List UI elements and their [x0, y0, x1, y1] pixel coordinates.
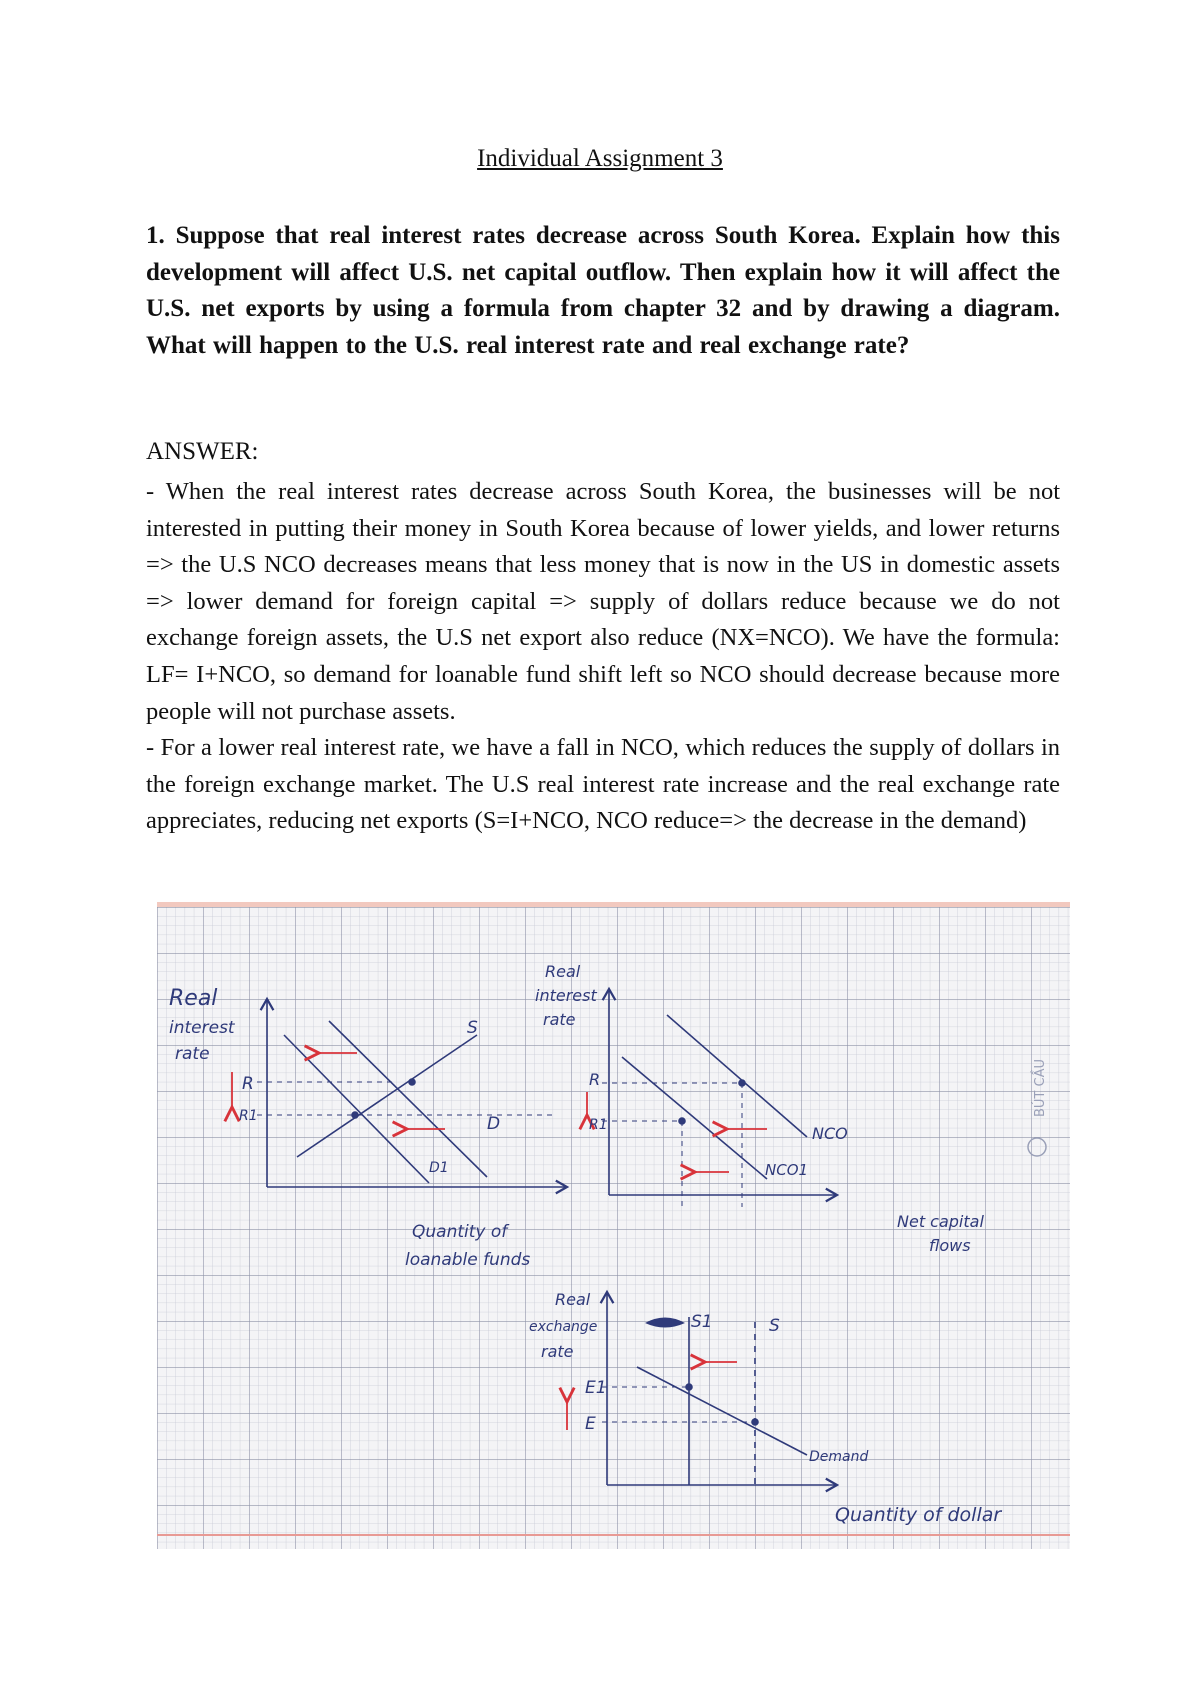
handdrawn-diagram-photo — [157, 902, 1070, 1549]
lf-y-label-3: rate — [175, 1044, 210, 1064]
answer-label: ANSWER: — [146, 438, 259, 465]
nco-rate-label: R — [589, 1070, 601, 1089]
svg-text:BÚT CẦU: BÚT CẦU — [1033, 1059, 1048, 1117]
lf-supply-label: S — [467, 1018, 478, 1038]
lf-x-label-2: loanable funds — [405, 1250, 531, 1270]
lf-y-label-1: Real — [169, 986, 218, 1011]
nco-y-label-1: Real — [545, 962, 581, 981]
fx-y-label-3: rate — [541, 1342, 574, 1361]
lf-demand-label: D — [487, 1114, 501, 1134]
lf-rate-new-label: R1 — [239, 1108, 258, 1124]
answer-paragraph-2: - For a lower real interest rate, we have a fall in NCO, which reduces the supply of dollars in the foreign exchange market. The U.S real interest rate increase and the real exchange rate appreciates, reducing net exports (S=I+NCO, NCO reduce=> the decrease in the demand) — [146, 734, 1060, 835]
nco-x-label-2: flows — [929, 1236, 971, 1255]
nco-new-curve-label: NCO1 — [765, 1161, 809, 1179]
fx-rate-new-label: E1 — [585, 1378, 607, 1398]
nco-curve-label: NCO — [812, 1124, 848, 1143]
nco-y-label-2: interest — [535, 986, 597, 1005]
question-text: 1. Suppose that real interest rates decrease across South Korea. Explain how this development will affect U.S. net capital outflow. Then explain how it will affect the U.S. net exports by using a formula from chapter 32 and by drawing a diagram. What will happen to the U.S. real interest rate and real exchange rate? — [146, 222, 1060, 359]
answer-body — [146, 474, 1060, 840]
nco-x-label-1: Net capital — [897, 1212, 984, 1231]
nco-y-label-3: rate — [543, 1010, 576, 1029]
fx-supply-new-label: S1 — [691, 1312, 713, 1332]
nco-rate-new-label: R1 — [589, 1117, 608, 1133]
graph-paper-diagrams — [157, 907, 1070, 1549]
lf-y-label-2: interest — [169, 1018, 235, 1038]
lf-rate-label: R — [242, 1074, 254, 1094]
lf-demand-new-label: D1 — [429, 1160, 449, 1176]
document-title: Individual Assignment 3 — [477, 145, 723, 172]
answer-paragraph-1: - When the real interest rates decrease across South Korea, the businesses will be not interested in putting their money in South Korea because of lower yields, and lower returns => the U.S NCO decreases means that less money that is now in the US in domestic assets => lower demand for foreign capital => supply of dollars reduce because we do not exchange foreign assets, the U.S net export also reduce (NX=NCO). We have the formula: LF= I+NCO, so demand for loanable fund shift left so NCO should decrease because more people will not purchase assets. — [146, 478, 1060, 725]
fx-y-label-1: Real — [555, 1290, 591, 1309]
lf-x-label-1: Quantity of — [412, 1222, 508, 1242]
fx-y-label-2: exchange — [529, 1319, 598, 1335]
fx-demand-label: Demand — [809, 1449, 869, 1465]
fx-x-label: Quantity of dollar — [835, 1504, 1002, 1526]
fx-supply-label: S — [769, 1316, 780, 1336]
fx-rate-label: E — [585, 1414, 596, 1434]
